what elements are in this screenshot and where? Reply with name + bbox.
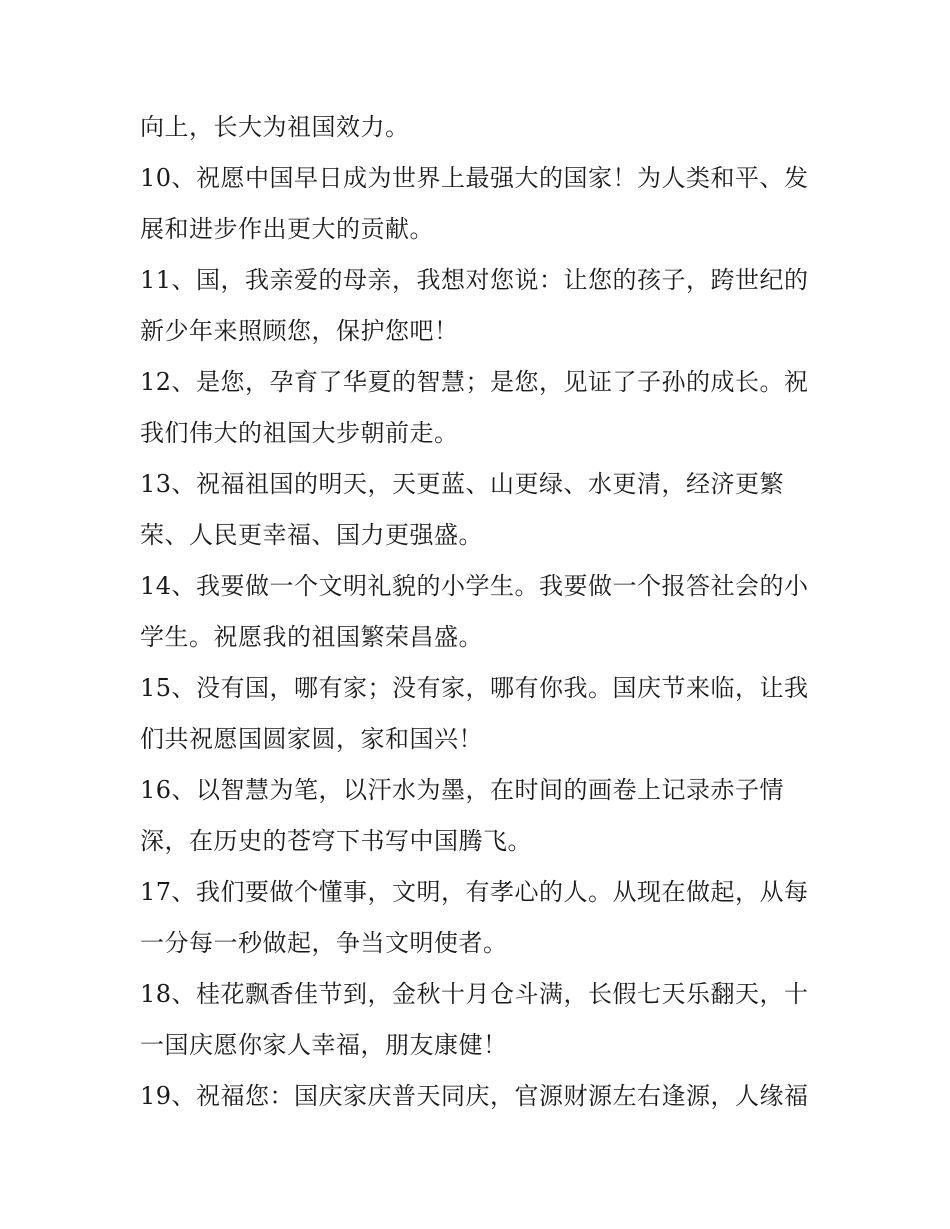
text-line: 一国庆愿你家人幸福，朋友康健！ — [140, 1031, 508, 1059]
text-line: 展和进步作出更大的贡献。 — [140, 215, 434, 243]
text-line: 15、没有国，哪有家；没有家，哪有你我。国庆节来临，让我 — [140, 674, 809, 702]
text-line: 我们伟大的祖国大步朝前走。 — [140, 419, 459, 447]
text-line: 16、以智慧为笔，以汗水为墨，在时间的画卷上记录赤子情 — [140, 776, 785, 804]
text-line: 18、桂花飘香佳节到，金秋十月仓斗满，长假七天乐翻天，十 — [140, 980, 809, 1008]
text-line: 学生。祝愿我的祖国繁荣昌盛。 — [140, 623, 483, 651]
text-line: 12、是您，孕育了华夏的智慧；是您，见证了子孙的成长。祝 — [140, 368, 809, 396]
text-line: 14、我要做一个文明礼貌的小学生。我要做一个报答社会的小 — [140, 572, 809, 600]
text-line: 19、祝福您：国庆家庆普天同庆，官源财源左右逢源，人缘福 — [140, 1082, 809, 1110]
text-line: 们共祝愿国圆家圆，家和国兴！ — [140, 725, 483, 753]
text-line: 深，在历史的苍穹下书写中国腾飞。 — [140, 827, 532, 855]
text-line: 荣、人民更幸福、国力更强盛。 — [140, 521, 483, 549]
text-line: 10、祝愿中国早日成为世界上最强大的国家！为人类和平、发 — [140, 164, 809, 192]
text-line: 13、祝福祖国的明天，天更蓝、山更绿、水更清，经济更繁 — [140, 470, 785, 498]
text-line: 11、国，我亲爱的母亲，我想对您说：让您的孩子，跨世纪的 — [140, 266, 809, 294]
text-line: 一分每一秒做起，争当文明使者。 — [140, 929, 508, 957]
document-body — [140, 102, 820, 1122]
text-line: 新少年来照顾您，保护您吧！ — [140, 317, 459, 345]
text-line: 向上，长大为祖国效力。 — [140, 113, 410, 141]
text-line: 17、我们要做个懂事，文明，有孝心的人。从现在做起，从每 — [140, 878, 809, 906]
